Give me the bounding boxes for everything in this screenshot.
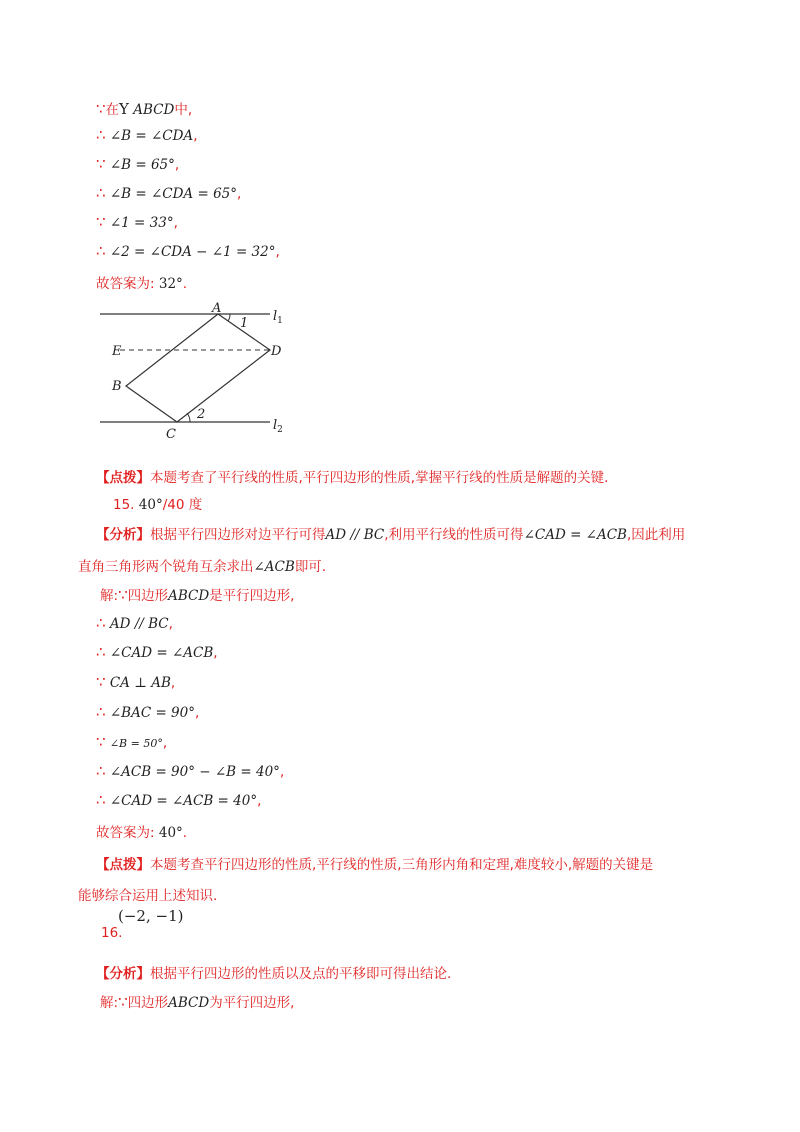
sol-line-2: ∴ ∠B = ∠CDA, [96,126,198,144]
q15-analysis-line-2: 直角三角形两个锐角互余求出∠ACB即可. [78,559,327,575]
label-B: B [112,379,122,394]
angle-1-label: 1 [240,316,249,331]
therefore-symbol: ∴ [96,184,106,202]
q15-step-4: ∴ ∠BAC = 90°, [96,703,200,721]
sol-line-5: ∵ ∠1 = 33°, [96,213,178,231]
therefore-symbol: ∴ [96,791,106,809]
angle-2-arc [187,413,190,422]
q15-step-5: ∵ ∠B = 50°, [96,733,168,751]
because-symbol: ∵ [118,586,128,604]
q15-solution-start: 解:∵四边形ABCD是平行四边形, [100,586,295,604]
q15-step-2: ∴ ∠CAD = ∠ACB, [96,643,218,661]
tip-14: 【点拨】本题考查了平行线的性质,平行四边形的性质,掌握平行线的性质是解题的关键. [96,470,609,486]
therefore-symbol: ∴ [96,242,106,260]
because-symbol: ∵ [118,993,128,1011]
q15-step-7: ∴ ∠CAD = ∠ACB = 40°, [96,791,262,809]
because-symbol: ∵ [96,100,106,118]
parallelogram-symbol: Y [119,100,129,118]
parallelogram-figure [90,300,310,445]
sol-line-3: ∵ ∠B = 65°, [96,155,180,173]
angle-2-label: 2 [197,407,206,422]
sol-line-6: ∴ ∠2 = ∠CDA − ∠1 = 32°, [96,242,280,260]
because-symbol: ∵ [96,733,106,751]
answer-line-14: 故答案为: 32°. [96,276,188,292]
sol-line-4: ∴ ∠B = ∠CDA = 65°, [96,184,242,202]
therefore-symbol: ∴ [96,643,106,661]
q15-number: 15. [113,497,135,513]
label-l2: $l_2$ [273,418,283,435]
tip-15-line-1: 【点拨】本题考查平行四边形的性质,平行线的性质,三角形内角和定理,难度较小,解题的关键是 [96,857,654,873]
q15-answer: 15. 40°/40 度 [113,497,203,513]
label-l1: $l_1$ [273,309,283,326]
label-E: E [112,344,122,359]
q15-step-3: ∵ CA ⊥ AB, [96,673,176,691]
q16-number: 16. [101,925,123,941]
q16-analysis: 【分析】根据平行四边形的性质以及点的平移即可得出结论. [96,966,452,982]
q16-solution-start: 解:∵四边形ABCD为平行四边形, [100,993,295,1011]
q15-analysis-line-1: 【分析】根据平行四边形对边平行可得AD // BC,利用平行线的性质可得∠CAD = ∠ACB,因此利用 [96,527,686,543]
angle-1-arc [228,314,230,321]
label-A: A [212,301,222,316]
label-D: D [271,344,282,359]
therefore-symbol: ∴ [96,126,106,144]
therefore-symbol: ∴ [96,614,106,632]
because-symbol: ∵ [96,673,106,691]
because-symbol: ∵ [96,155,106,173]
because-symbol: ∵ [96,213,106,231]
parallelogram-ABCD [126,314,270,422]
tip-15-line-2: 能够综合运用上述知识. [78,888,218,904]
q16-answer-math: (−2, −1) [118,907,184,925]
therefore-symbol: ∴ [96,703,106,721]
therefore-symbol: ∴ [96,762,106,780]
q15-step-6: ∴ ∠ACB = 90° − ∠B = 40°, [96,762,285,780]
q15-step-1: ∴ AD // BC, [96,614,173,632]
label-C: C [166,427,176,442]
answer-line-15: 故答案为: 40°. [96,825,188,841]
sol-line-1: ∵在Y ABCD中, [96,100,193,118]
